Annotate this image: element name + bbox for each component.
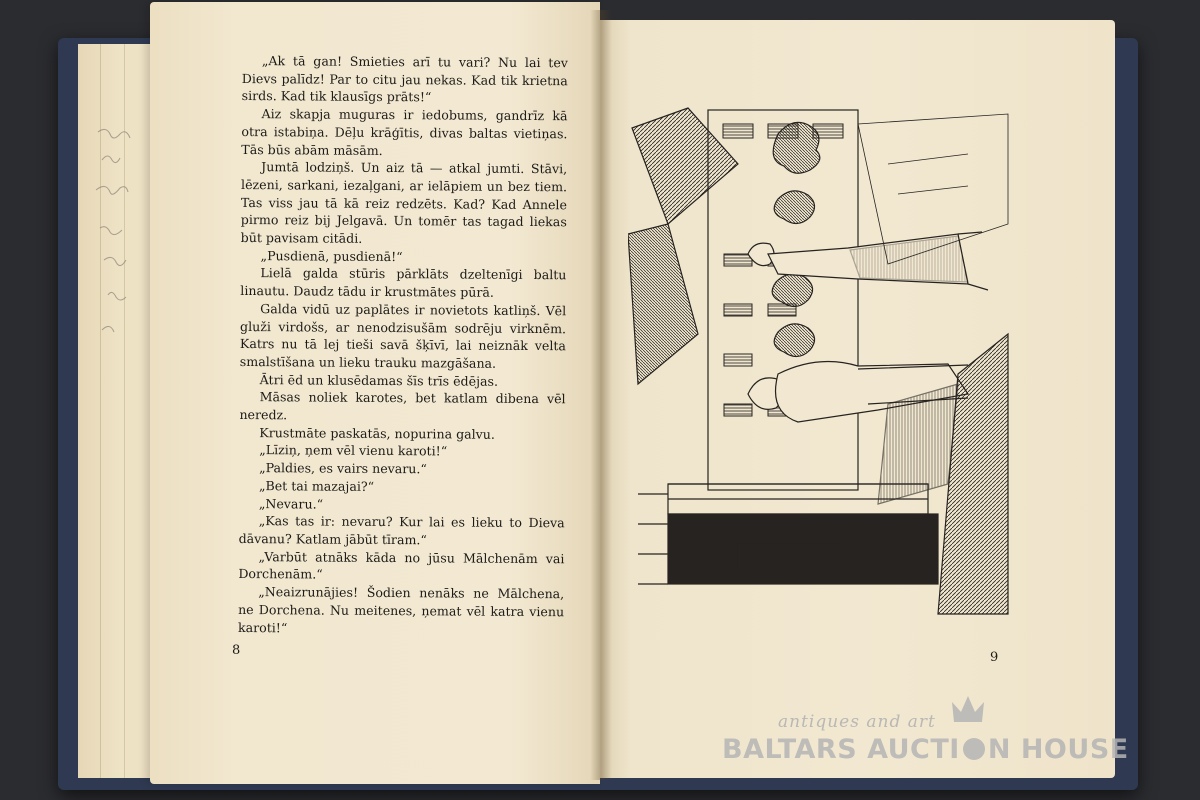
paragraph: „Bet tai mazajai?“ [258,478,375,494]
paragraph: „Līziņ, ņem vēl vienu karoti!“ [259,442,448,459]
paragraph: Ātri ēd un klusēdamas šīs trīs ēdējas. [259,371,499,389]
page-number-left: 8 [232,643,241,658]
paragraph: Aiz skapja muguras ir iedobums, gandrīz kā otra istabiņa. Dēļu krāģītis, divas baltas vietiņas. Tās būs abām māsām. [241,106,568,158]
paragraph: Lielā galda stūris pārklāts dzeltenīgi baltu linautu. Daudz tādu ir krustmātes pūrā. [240,265,567,300]
paragraph: „Nevaru.“ [258,495,324,512]
paragraph: Jumtā lodziņš. Un aiz tā — atkal jumti. Stāvi, lēzeni, sarkani, iezaļgani, ar ielāpiem un bez tiem. Tas viss jau tā kā reiz redzēts. Kad? Kad Annele pirmo reiz bij Jelgavā. Un tomēr tas tagad liekas būt pavisam citādi. [240,159,568,246]
paragraph: „Kas tas ir: nevaru? Kur lai es lieku to Dieva dāvanu? Katlam jābūt tīram.“ [238,513,565,548]
paragraph: Māsas noliek karotes, bet katlam dibena vēl neredz. [239,389,566,423]
ring-icon [960,737,988,761]
watermark-tagline: antiques and art [778,712,936,732]
street-scene-illustration [628,104,1014,620]
book-gutter [590,10,612,780]
paragraph: „Pusdienā, pusdienā!“ [260,247,403,264]
paragraph: Galda vidū uz paplātes ir novietots katliņš. Vēl gluži virdošs, ar nenodzisušām sodrēju virknēm. Katrs nu tā lej tieši savā šķīvī, lai neiznāk velta smalstīšana un lieku trauku mazgāšana. [239,300,567,371]
left-page-text [238,52,568,638]
paragraph: Krustmāte paskatās, nopurina galvu. [259,424,496,442]
paragraph: „Paldies, es vairs nevaru.“ [259,460,427,477]
crown-icon [950,694,986,728]
pencil-scribble-image [88,120,158,380]
watermark-name [722,734,1129,765]
watermark-name-part2: N HOUSE [987,734,1129,765]
page-number-right: 9 [990,650,999,665]
watermark [722,712,1129,782]
paragraph: „Neaizrunājies! Šodien nenāks ne Mālchena, ne Dorchena. Nu meitenes, ņemat vēl katra vienu karoti!“ [237,584,565,635]
paragraph: „Varbūt atnāks kāda no jūsu Mālchenām vai Dorchenām.“ [238,548,565,582]
paragraph: „Ak tā gan! Smieties arī tu vari? Nu lai tev Dievs palīdz! Par to citu jau nekas. Kad tik krietna sirds. Kad tik klausīgs prāts!“ [241,53,568,105]
watermark-name-part1: BALTARS AUCTI [722,734,960,765]
